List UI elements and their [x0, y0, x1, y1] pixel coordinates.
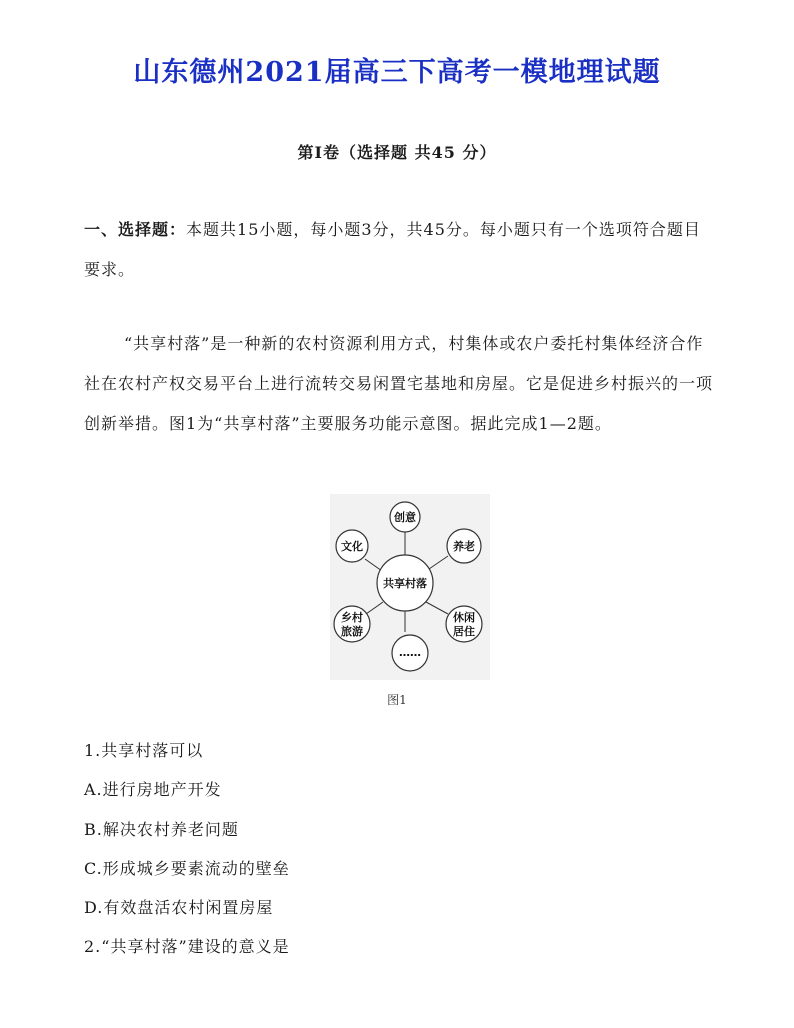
- node-label: ……: [399, 646, 421, 659]
- instructions-label: 一、选择题：: [84, 220, 187, 239]
- figure-1: [330, 494, 490, 680]
- service-function-diagram: [330, 494, 490, 680]
- instructions-text: 本题共15小题，每小题3分，共45分。每小题只有一个选项符合题目要求。: [84, 220, 701, 279]
- passage-paragraph: “共享村落”是一种新的农村资源利用方式，村集体或农户委托村集体经济合作社在农村产权交易平台上进行流转交易闲置宅基地和房屋。它是促进乡村振兴的一项创新举措。图1为“共享村落”主要服务功能示意图。据此完成1—2题。: [84, 334, 714, 433]
- node-label: 乡村: [341, 611, 363, 624]
- question-1-stem: 1.共享村落可以: [84, 741, 204, 760]
- figure-caption: 图1: [387, 693, 407, 707]
- question-1-option-a: A.进行房地产开发: [84, 780, 222, 799]
- instructions-paragraph: [84, 210, 714, 290]
- question-1-option-d: D.有效盘活农村闲置房屋: [84, 898, 274, 917]
- question-2-stem: 2.“共享村落”建设的意义是: [84, 937, 290, 956]
- node-label: 休闲: [453, 611, 475, 624]
- question-1-option-c: C.形成城乡要素流动的壁垒: [84, 859, 290, 878]
- node-label: 旅游: [341, 625, 363, 638]
- question-1-option-b: B.解决农村养老问题: [84, 820, 239, 839]
- node-label: 创意: [394, 511, 416, 524]
- node-label: 居住: [453, 625, 475, 638]
- center-label: 共享村落: [383, 577, 427, 590]
- node-label: 文化: [341, 540, 363, 553]
- node-label: 养老: [453, 540, 475, 553]
- document-title: 山东德州2021届高三下高考一模地理试题: [133, 57, 661, 88]
- section-heading: 第Ⅰ卷（选择题 共45 分）: [297, 143, 497, 162]
